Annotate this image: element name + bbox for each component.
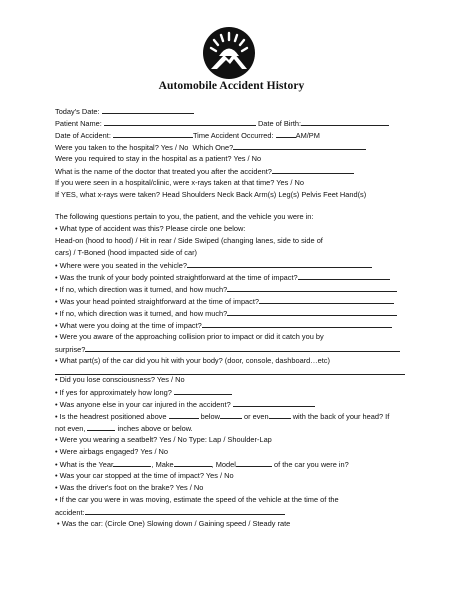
patient-name-row: Patient Name: Date of Birth: bbox=[55, 118, 389, 128]
headrest-inches-field[interactable] bbox=[87, 423, 115, 431]
accident-type-question: • What type of accident was this? Please circle one below: bbox=[55, 224, 246, 233]
date-of-birth-field[interactable] bbox=[301, 118, 389, 126]
doing-row: • What were you doing at the time of impact? bbox=[55, 320, 392, 330]
headrest-below-field[interactable] bbox=[220, 411, 242, 419]
xray-which-row: If YES, what x-rays were taken? Head Shoulders Neck Back Arm(s) Leg(s) Pelvis Feet Hand(s) bbox=[55, 190, 367, 199]
head-field[interactable] bbox=[259, 296, 394, 304]
doctor-name-field[interactable] bbox=[272, 166, 354, 174]
car-make-field[interactable] bbox=[174, 459, 212, 467]
accident-type-options: Head-on (hood to hood) / Hit in rear / Side Swiped (changing lanes, side to side of bbox=[55, 236, 323, 245]
which-hospital-field[interactable] bbox=[233, 142, 366, 150]
hospital-row: Were you taken to the hospital? Yes / No Which One? bbox=[55, 142, 366, 152]
head-direction-row: • If no, which direction was it turned, and how much? bbox=[55, 308, 397, 318]
trunk-field[interactable] bbox=[298, 272, 390, 280]
others-injured-row: • Was anyone else in your car injured in the accident? bbox=[55, 399, 315, 409]
seated-row: • Where were you seated in the vehicle? bbox=[55, 260, 372, 270]
speed-row: • If the car you were in was moving, estimate the speed of the vehicle at the time of the bbox=[55, 495, 339, 504]
howlong-row: • If yes for approximately how long? bbox=[55, 387, 232, 397]
stay-row: Were you required to stay in the hospital as a patient? Yes / No bbox=[55, 154, 262, 163]
page-title: Automobile Accident History bbox=[158, 80, 305, 92]
car-year-field[interactable] bbox=[113, 459, 151, 467]
brake-row: • Was the driver's foot on the brake? Yes / No bbox=[55, 483, 204, 492]
headrest-row: • Is the headrest positioned above below or even with the back of your head? If bbox=[55, 412, 390, 421]
speed-field[interactable] bbox=[85, 507, 285, 515]
mountain-sunburst-logo bbox=[202, 26, 256, 80]
aware-field[interactable] bbox=[85, 344, 400, 352]
date-of-accident-field[interactable] bbox=[113, 130, 193, 138]
accident-date-row: Date of Accident: Time Accident Occurred: AM/PM bbox=[55, 131, 320, 140]
trunk-direction-row: • If no, which direction was it turned, and how much? bbox=[55, 284, 397, 294]
headrest-row-cont: not even, inches above or below. bbox=[55, 424, 193, 433]
others-injured-field[interactable] bbox=[233, 399, 315, 407]
seatbelt-row: • Were you wearing a seatbelt? Yes / No Type: Lap / Shoulder-Lap bbox=[55, 435, 272, 444]
conscious-row: • Did you lose consciousness? Yes / No bbox=[55, 375, 185, 384]
howlong-field[interactable] bbox=[174, 387, 232, 395]
body-parts-row: • What part(s) of the car did you hit with your body? (door, console, dashboard…etc) bbox=[55, 356, 330, 365]
doctor-row: What is the name of the doctor that treated you after the accident? bbox=[55, 166, 354, 176]
head-row: • Was your head pointed straightforward at the time of impact? bbox=[55, 296, 394, 306]
airbags-row: • Were airbags engaged? Yes / No bbox=[55, 447, 168, 456]
aware-row: • Were you aware of the approaching collision prior to impact or did it catch you by bbox=[55, 332, 324, 341]
todays-date-field[interactable] bbox=[102, 106, 194, 114]
time-occurred-field[interactable] bbox=[276, 130, 296, 138]
head-direction-field[interactable] bbox=[227, 308, 397, 316]
stopped-row: • Was your car stopped at the time of impact? Yes / No bbox=[55, 471, 234, 480]
car-motion-row: • Was the car: (Circle One) Slowing down / Gaining speed / Steady rate bbox=[55, 519, 291, 528]
xray-row: If you were seen in a hospital/clinic, were x-rays taken at that time? Yes / No bbox=[55, 178, 304, 187]
car-model-field[interactable] bbox=[236, 459, 272, 467]
headrest-above-field[interactable] bbox=[169, 411, 199, 419]
section-intro: The following questions pertain to you, the patient, and the vehicle you were in: bbox=[55, 212, 314, 221]
car-details-row: • What is the Year , Make , Model of the car you were in? bbox=[55, 460, 349, 469]
aware-row-cont: surprise? bbox=[55, 344, 400, 354]
patient-name-field[interactable] bbox=[104, 118, 256, 126]
speed-row-cont: accident: bbox=[55, 507, 285, 517]
todays-date-row: Today's Date: bbox=[55, 106, 194, 116]
accident-type-options-cont: cars) / T-Boned (hood impacted side of car) bbox=[55, 248, 197, 257]
trunk-row: • Was the trunk of your body pointed straightforward at the time of impact? bbox=[55, 272, 390, 282]
headrest-even-field[interactable] bbox=[269, 411, 291, 419]
seated-field[interactable] bbox=[187, 260, 372, 268]
trunk-direction-field[interactable] bbox=[227, 284, 397, 292]
body-parts-field[interactable] bbox=[55, 367, 405, 375]
doing-field[interactable] bbox=[202, 320, 392, 328]
